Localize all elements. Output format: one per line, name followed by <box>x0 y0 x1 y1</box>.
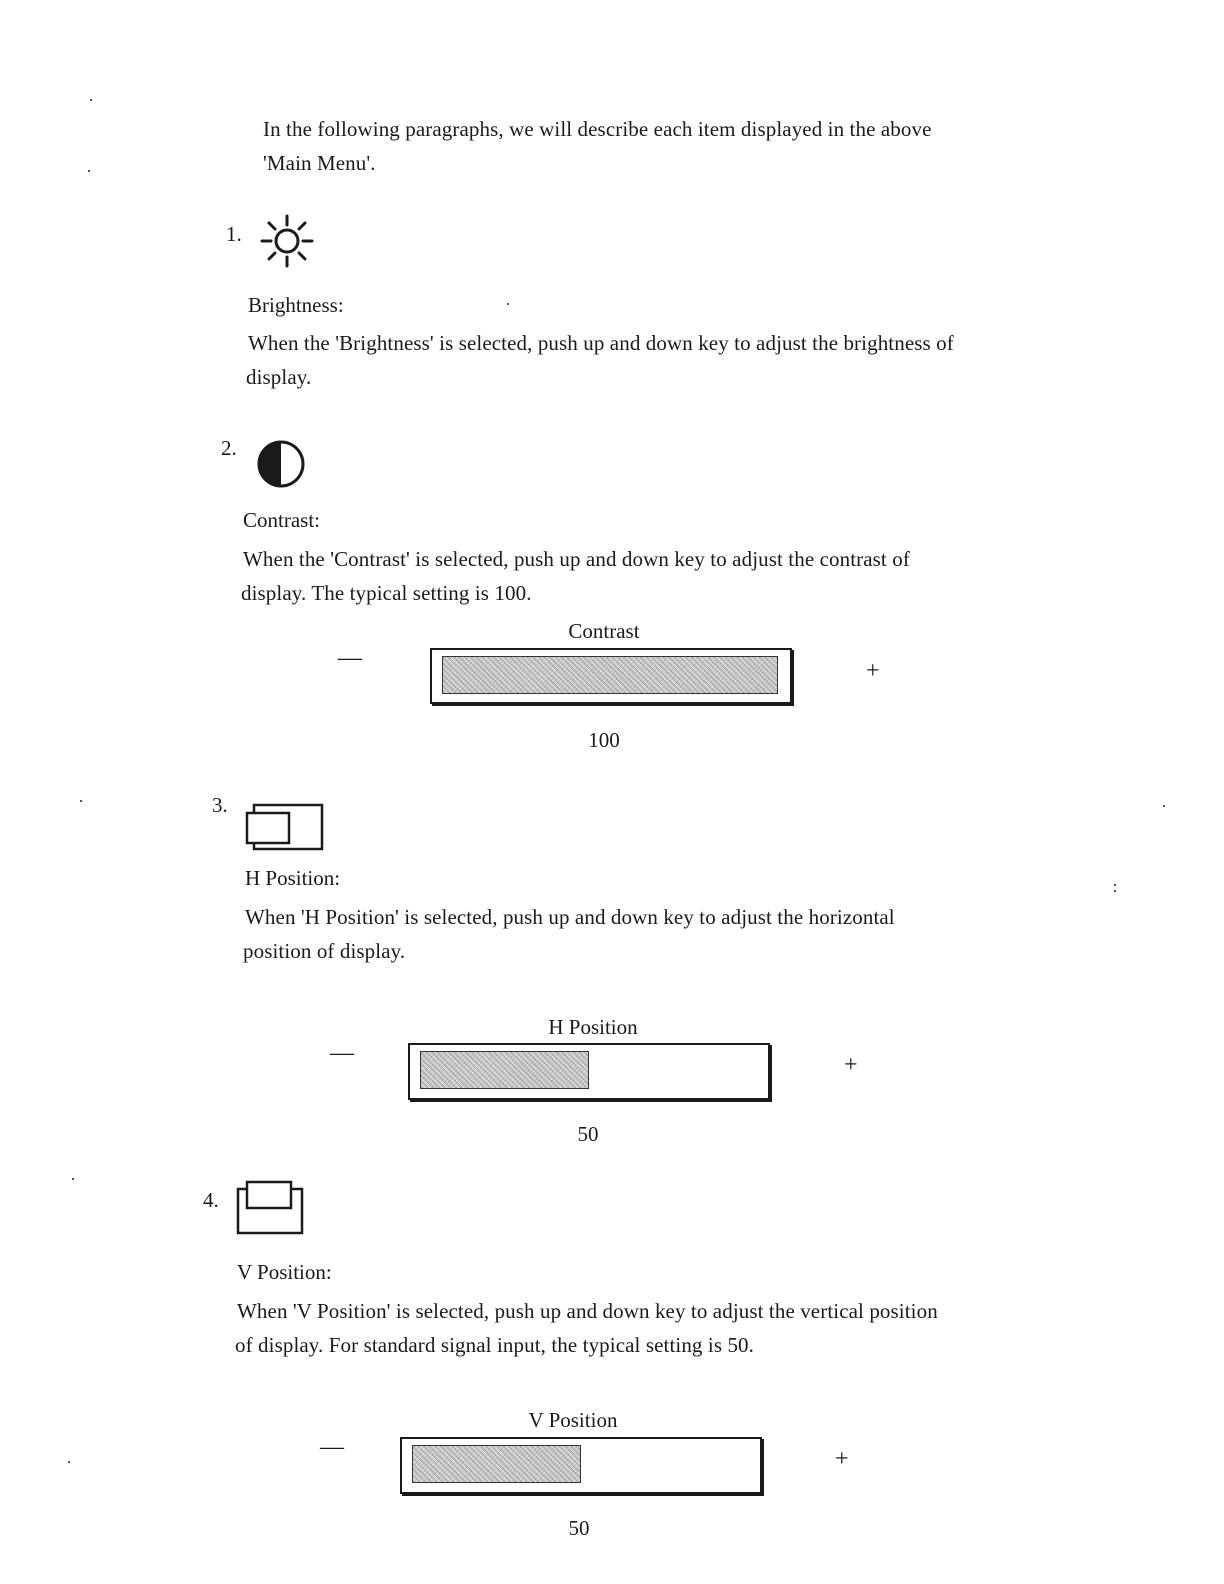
scan-speck <box>507 303 509 305</box>
h-position-title: H Position: <box>245 866 341 890</box>
scan-speck <box>68 1461 70 1463</box>
v-position-plus-label: + <box>835 1446 849 1472</box>
v-position-level-bar <box>400 1437 762 1494</box>
h-position-osd-title: H Position <box>548 1015 638 1039</box>
scan-speck <box>88 170 90 172</box>
item-number-4: 4. <box>203 1188 219 1212</box>
v-position-minus-label: — <box>320 1434 344 1460</box>
h-position-level-fill <box>420 1051 589 1089</box>
item-number-2: 2. <box>221 436 237 460</box>
contrast-osd-value: 100 <box>588 728 620 752</box>
h-position-minus-label: — <box>330 1040 354 1066</box>
intro-line-2: 'Main Menu'. <box>263 151 376 175</box>
v-position-osd-value: 50 <box>568 1516 590 1540</box>
contrast-level-bar <box>430 648 792 704</box>
item-number-3: 3. <box>212 793 228 817</box>
h-position-level-bar <box>408 1043 770 1100</box>
contrast-desc-line-2: display. The typical setting is 100. <box>241 581 532 605</box>
scan-speck <box>1114 884 1116 886</box>
scan-speck <box>1163 805 1165 807</box>
h-position-desc-line-1: When 'H Position' is selected, push up and down key to adjust the horizontal <box>245 905 895 929</box>
brightness-sun-icon <box>258 212 316 270</box>
h-position-osd-value: 50 <box>577 1122 599 1146</box>
brightness-title: Brightness: <box>248 293 344 317</box>
scan-speck <box>80 800 82 802</box>
h-position-plus-label: + <box>844 1052 858 1078</box>
item-number-1: 1. <box>226 222 242 246</box>
v-position-level-fill <box>412 1445 581 1483</box>
v-position-osd-title: V Position <box>528 1408 618 1432</box>
contrast-half-circle-icon <box>255 438 307 490</box>
contrast-level-fill <box>442 656 778 694</box>
scan-speck <box>90 99 92 101</box>
v-position-desc-line-2: of display. For standard signal input, the typical setting is 50. <box>235 1333 754 1357</box>
contrast-plus-label: + <box>866 658 880 684</box>
contrast-minus-label: — <box>338 645 362 671</box>
v-position-title: V Position: <box>237 1260 332 1284</box>
brightness-desc-line-2: display. <box>246 365 312 389</box>
scan-speck <box>72 1178 74 1180</box>
brightness-desc-line-1: When the 'Brightness' is selected, push up and down key to adjust the brightness of <box>248 331 954 355</box>
h-position-desc-line-2: position of display. <box>243 939 406 963</box>
intro-line-1: In the following paragraphs, we will describe each item displayed in the above <box>263 117 932 141</box>
contrast-desc-line-1: When the 'Contrast' is selected, push up and down key to adjust the contrast of <box>243 547 910 571</box>
scan-speck <box>1114 890 1116 892</box>
contrast-osd-title: Contrast <box>568 619 640 643</box>
h-position-icon <box>243 803 327 853</box>
contrast-title: Contrast: <box>243 508 320 532</box>
v-position-desc-line-1: When 'V Position' is selected, push up and down key to adjust the vertical position <box>237 1299 938 1323</box>
v-position-icon <box>234 1179 308 1237</box>
